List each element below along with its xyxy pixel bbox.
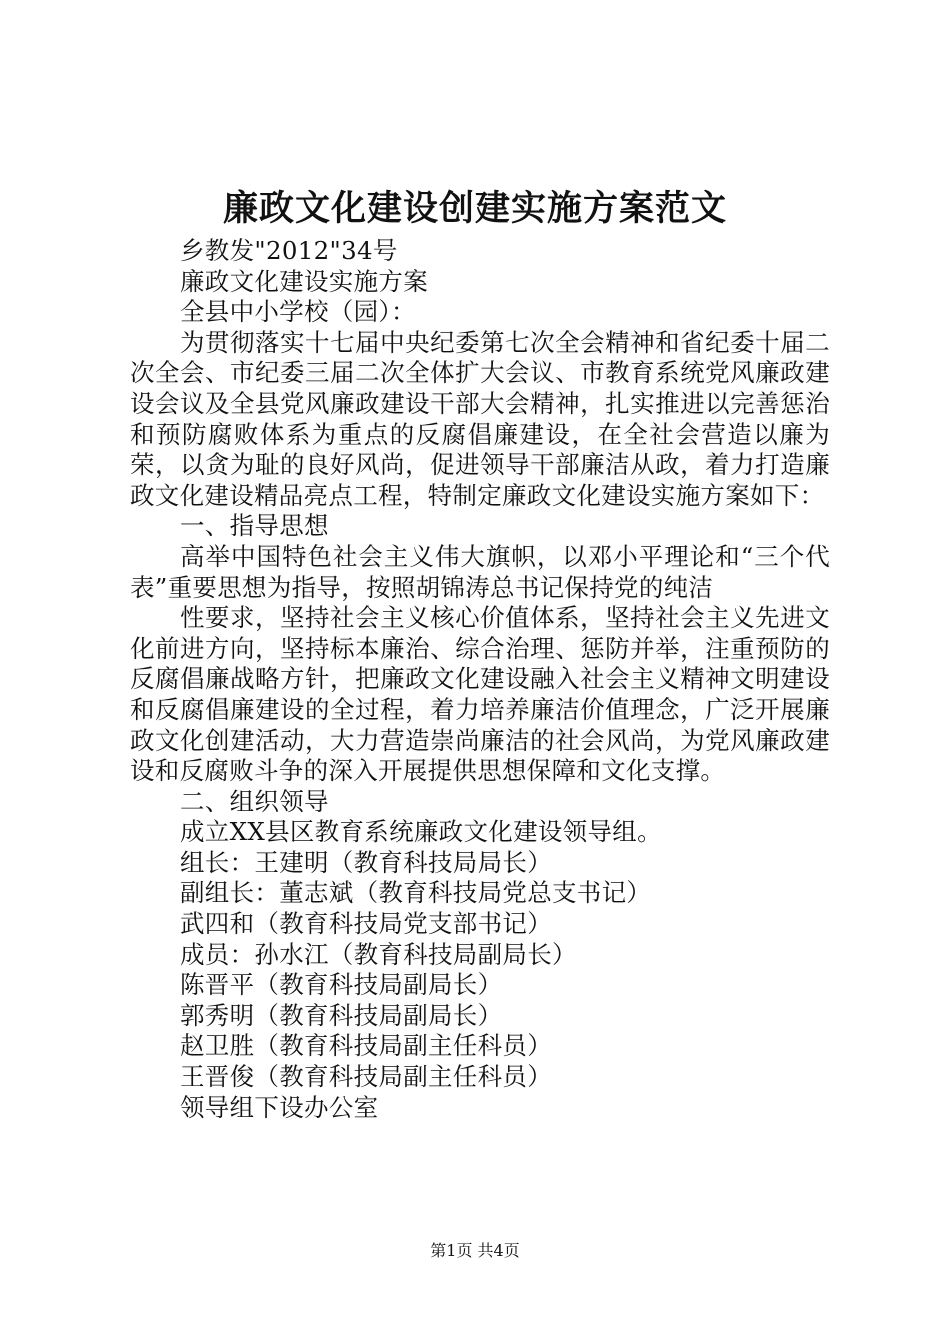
member-line-4: 赵卫胜（教育科技局副主任科员） [180,1031,552,1061]
guiding-thought-paragraph-1: 高举中国特色社会主义伟大旗帜，以邓小平理论和“三个代表”重要思想为指导，按照胡锦涛总书记保持党的纯洁 [130,541,830,602]
section-heading-organization: 二、组织领导 [180,786,329,816]
document-body [130,236,830,1123]
addressee: 全县中小学校（园）： [180,297,416,327]
leader-line: 组长：王建明（教育科技局局长） [180,847,552,877]
page-footer: 第1页 共4页 [430,1241,520,1260]
member-line-3: 郭秀明（教育科技局副局长） [180,1000,503,1030]
guiding-thought-paragraph-2: 性要求，坚持社会主义核心价值体系，坚持社会主义先进文化前进方向，坚持标本廉治、综合治理、惩防并举，注重预防的反腐倡廉战略方针，把廉政文化建设融入社会主义精神文明建设和反腐倡廉建设的全过程，着力培养廉洁价值理念，广泛开展廉政文化创建活动，大力营造崇尚廉洁的社会风尚，为党风廉政建设和反腐败斗争的深入开展提供思想保障和文化支撑。 [130,603,830,786]
member-line-5: 王晋俊（教育科技局副主任科员） [180,1062,552,1092]
deputy-leader-line-2: 武四和（教育科技局党支部书记） [180,909,552,939]
office-line: 领导组下设办公室 [180,1092,379,1122]
member-line-2: 陈晋平（教育科技局副局长） [180,970,503,1000]
doc-number: 乡教发"2012"34号 [180,236,398,265]
member-line-1: 成员：孙水江（教育科技局副局长） [180,939,577,969]
section-heading-guiding-thought: 一、指导思想 [180,511,329,541]
document-title: 廉政文化建设创建实施方案范文 [222,188,727,229]
intro-paragraph: 为贯彻落实十七届中央纪委第七次全会精神和省纪委十届二次全会、市纪委三届二次全体扩大会议、市教育系统党风廉政建设会议及全县党风廉政建设干部大会精神，扎实推进以完善惩治和预防腐败体系为重点的反腐倡廉建设，在全社会营造以廉为荣，以贪为耻的良好风尚，促进领导干部廉洁从政，着力打造廉政文化建设精品亮点工程，特制定廉政文化建设实施方案如下： [130,327,830,510]
deputy-leader-line: 副组长：董志斌（教育科技局党总支书记） [180,878,652,908]
organization-paragraph: 成立XX县区教育系统廉政文化建设领导组。 [180,817,662,847]
plan-subtitle: 廉政文化建设实施方案 [180,266,428,296]
